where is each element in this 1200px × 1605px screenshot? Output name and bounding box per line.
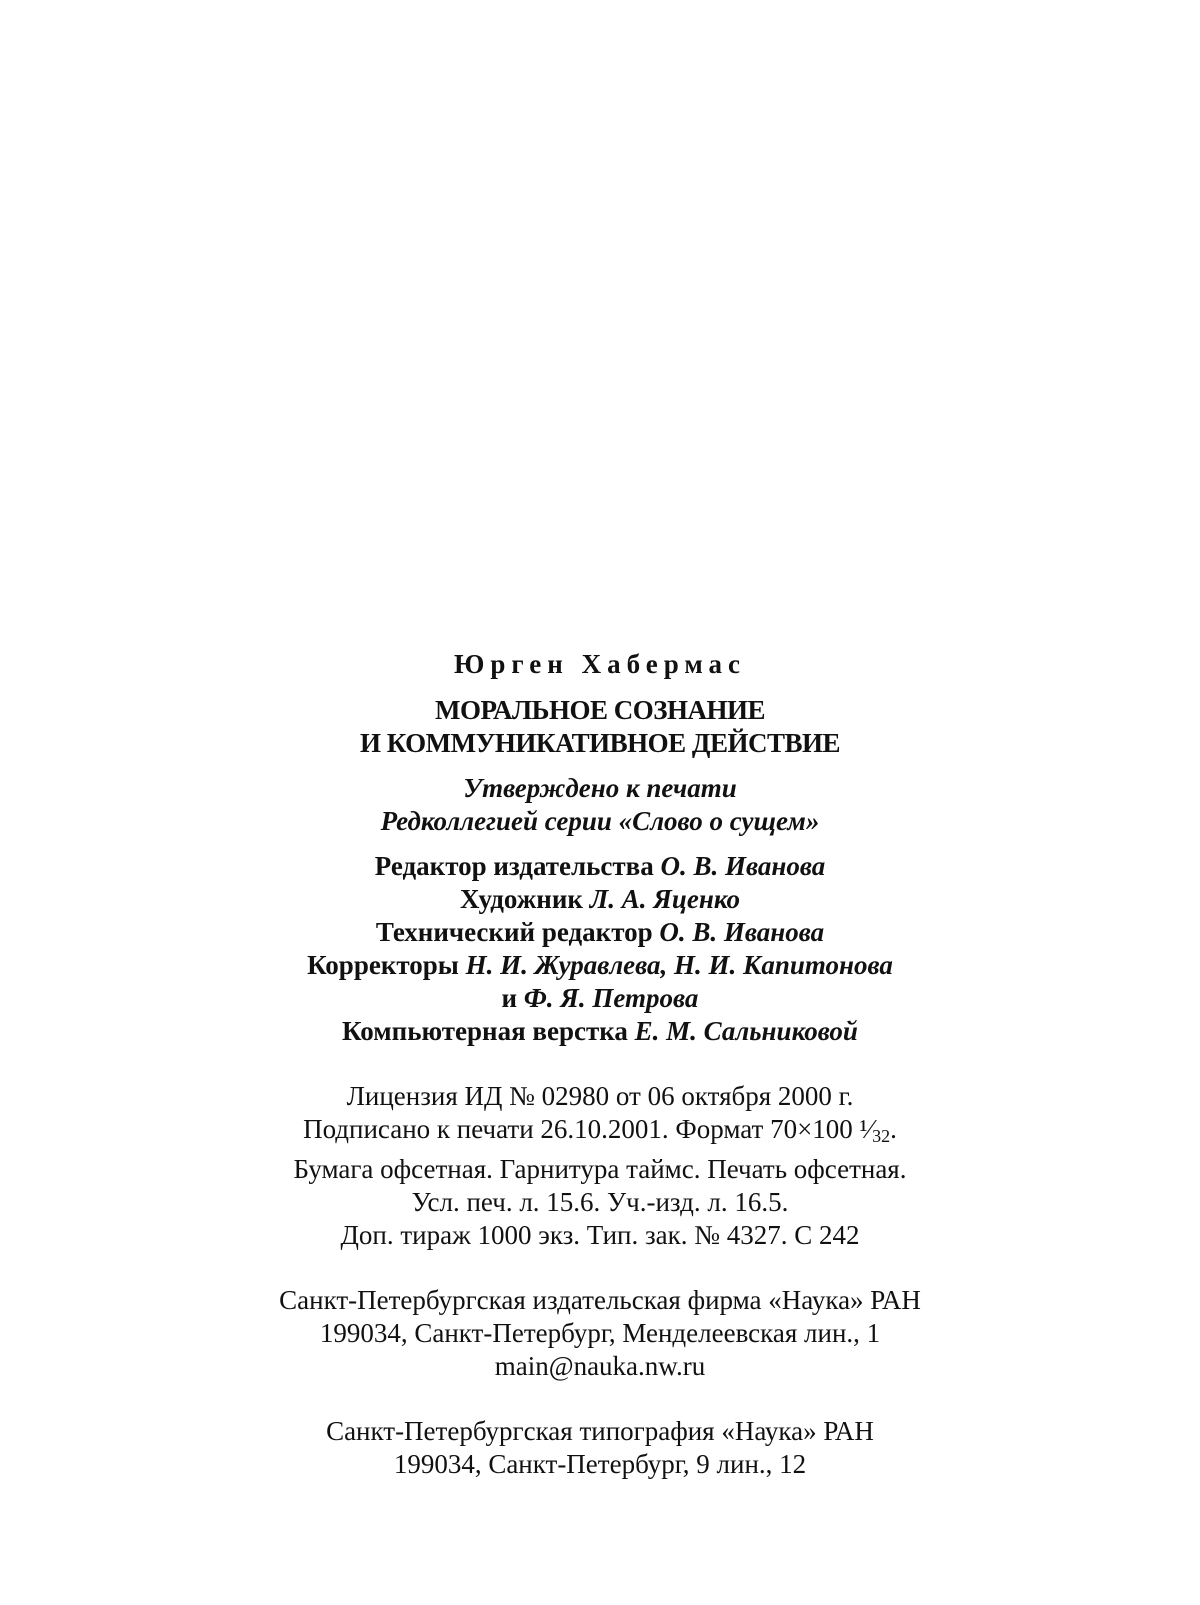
imprint-paper: Бумага офсетная. Гарнитура таймс. Печать офсетная.	[293, 1154, 907, 1184]
imprint-sheets: Усл. печ. л. 15.6. Уч.-изд. л. 16.5.	[411, 1187, 789, 1217]
book-title	[0, 694, 1200, 760]
imprint-signed	[0, 1113, 1200, 1153]
credit-layout-name: Е. М. Сальниковой	[634, 1016, 858, 1046]
credit-proofreaders	[0, 949, 1200, 982]
printer-address: 199034, Санкт-Петербург, 9 лин., 12	[393, 1449, 807, 1479]
credit-artist	[0, 883, 1200, 916]
staff-credits	[0, 850, 1200, 1048]
credit-proofreaders-last: Ф. Я. Петрова	[523, 983, 699, 1013]
approval-line-2: Редколлегией серии «Слово о сущем»	[380, 806, 820, 836]
printer-name: Санкт-Петербургская типография «Наука» РАН	[326, 1416, 874, 1446]
author-name: Юрген Хабермас	[453, 649, 747, 679]
credit-proofreaders-role: Корректоры	[307, 950, 459, 980]
credit-layout	[0, 1015, 1200, 1048]
credit-editor	[0, 850, 1200, 883]
approval-line-1: Утверждено к печати	[463, 773, 737, 803]
publisher-info	[0, 1284, 1200, 1383]
credit-proofreaders-cont	[0, 982, 1200, 1015]
credit-proofreaders-names: Н. И. Журавлева, Н. И. Капитонова	[465, 950, 893, 980]
colophon	[0, 648, 1200, 1481]
approval-note	[0, 772, 1200, 838]
book-title-line-2: И КОММУНИКАТИВНОЕ ДЕЙСТВИЕ	[359, 728, 841, 758]
credit-artist-role: Художник	[459, 884, 583, 914]
credit-tech-editor	[0, 916, 1200, 949]
credit-proofreaders-conj: и	[501, 983, 518, 1013]
credit-artist-name: Л. А. Яценко	[589, 884, 741, 914]
publisher-email: main@nauka.nw.ru	[494, 1351, 706, 1381]
publisher-name: Санкт-Петербургская издательская фирма «Наука» РАН	[279, 1285, 921, 1315]
credit-editor-name: О. В. Иванова	[660, 851, 826, 881]
imprint-license: Лицензия ИД № 02980 от 06 октября 2000 г.	[346, 1081, 854, 1111]
printer-info	[0, 1415, 1200, 1481]
imprint-signed-end: .	[890, 1114, 897, 1144]
credit-tech-editor-role: Технический редактор	[375, 917, 653, 947]
publisher-address: 199034, Санкт-Петербург, Менделеевская лин., 1	[319, 1318, 881, 1348]
credit-tech-editor-name: О. В. Иванова	[659, 917, 825, 947]
credit-editor-role: Редактор издательства	[374, 851, 654, 881]
imprint-print-run: Доп. тираж 1000 экз. Тип. зак. № 4327. С 242	[340, 1220, 860, 1250]
book-title-line-1: МОРАЛЬНОЕ СОЗНАНИЕ	[434, 695, 766, 725]
credit-layout-role: Компьютерная верстка	[342, 1016, 628, 1046]
imprint-signed-text: Подписано к печати 26.10.2001. Формат 70×100 ¹⁄	[303, 1114, 873, 1144]
imprint-details	[0, 1080, 1200, 1252]
imprint-signed-sub: 32	[872, 1126, 891, 1146]
